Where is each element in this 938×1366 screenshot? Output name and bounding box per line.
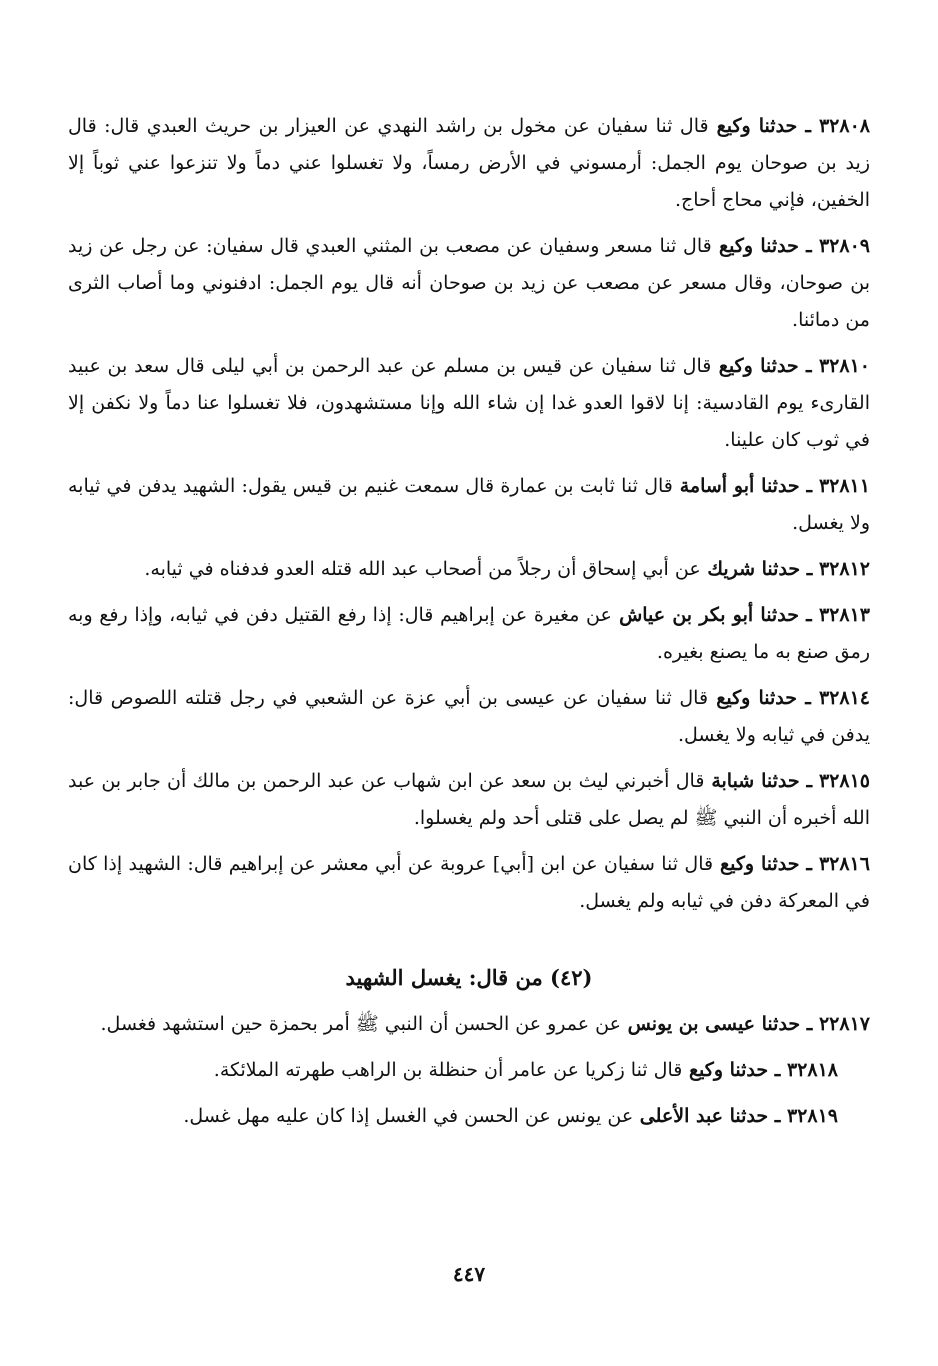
hadith-intro: ـ حدثنا أبو أسامة [679, 475, 813, 497]
hadith-intro: ـ حدثنا وكيع [716, 115, 811, 137]
hadith-entry-32819 [68, 1098, 870, 1135]
hadith-entry-32810 [68, 348, 870, 459]
hadith-number: ٣٢٨١٩ [786, 1105, 838, 1127]
hadith-intro: ـ حدثنا أبو بكر بن عياش [619, 604, 812, 626]
hadith-entry-22817 [68, 1006, 870, 1043]
hadith-number: ٣٢٨٠٨ [818, 115, 870, 137]
page-content [68, 108, 870, 1144]
hadith-entry-32808 [68, 108, 870, 219]
hadith-number: ٣٢٨١٣ [818, 604, 870, 626]
hadith-intro: ـ حدثنا شريك [707, 558, 813, 580]
hadith-number: ٢٢٨١٧ [818, 1013, 870, 1035]
hadith-entry-32814 [68, 680, 870, 754]
hadith-entry-32811 [68, 468, 870, 542]
section-heading: (٤٢) من قال: يغسل الشهيد [345, 965, 593, 990]
hadith-intro: ـ حدثنا عبد الأعلى [639, 1105, 781, 1127]
hadith-number: ٣٢٨١٠ [818, 355, 870, 377]
hadith-entry-32816 [68, 846, 870, 920]
hadith-text: قال ثنا سفيان عن مخول بن راشد النهدي عن العيزار بن حريث العبدي قال: قال زيد بن صوحان يوم الجمل: أرمسوني في الأرض رمساً، ولا تغسلوا عني دماً ولا تنزعوا عني ثوباً إلا الخفين، فإني محاج أحاج. [68, 115, 870, 211]
page-number: ٤٤٧ [452, 1262, 486, 1286]
hadith-text: قال ثنا مسعر وسفيان عن مصعب بن المثني العبدي قال سفيان: عن رجل عن زيد بن صوحان، وقال مسعر عن مصعب عن زيد بن صوحان أنه قال يوم الجمل: ادفنوني وما أصاب الثرى من دمائنا. [68, 235, 870, 331]
hadith-number: ٣٢٨٠٩ [818, 235, 870, 257]
hadith-number: ٣٢٨١٤ [818, 687, 870, 709]
hadith-text: عن عمرو عن الحسن أن النبي ﷺ أمر بحمزة حين استشهد فغسل. [100, 1013, 621, 1035]
hadith-number: ٣٢٨١٥ [818, 770, 870, 792]
hadith-entry-32818 [68, 1052, 870, 1089]
hadith-text: قال ثنا سفيان عن ابن [أبي] عروبة عن أبي معشر عن إبراهيم قال: الشهيد إذا كان في المعركة دفن في ثيابه ولم يغسل. [68, 853, 870, 912]
hadith-text: عن مغيرة عن إبراهيم قال: إذا رفع القتيل دفن في ثيابه، وإذا رفع وبه رمق صنع به ما يصنع بغيره. [68, 604, 870, 663]
hadith-intro: ـ حدثنا وكيع [718, 355, 812, 377]
hadith-intro: ـ حدثنا وكيع [688, 1059, 781, 1081]
hadith-entry-32809 [68, 228, 870, 339]
hadith-entry-32813 [68, 597, 870, 671]
hadith-intro: ـ حدثنا وكيع [718, 235, 812, 257]
hadith-entry-32812 [68, 551, 870, 588]
hadith-number: ٣٢٨١٢ [818, 558, 870, 580]
hadith-number: ٣٢٨١٨ [786, 1059, 838, 1081]
hadith-text: عن يونس عن الحسن في الغسل إذا كان عليه مهل غسل. [183, 1105, 634, 1127]
hadith-entry-32815 [68, 763, 870, 837]
hadith-text: قال ثنا سفيان عن عيسى بن أبي عزة عن الشعبي في رجل قتلته اللصوص قال: يدفن في ثيابه ولا يغسل. [68, 687, 870, 746]
hadith-intro: ـ حدثنا وكيع [716, 687, 811, 709]
hadith-text: قال ثنا زكريا عن عامر أن حنظلة بن الراهب طهرته الملائكة. [213, 1059, 683, 1081]
hadith-text: قال أخبرني ليث بن سعد عن ابن شهاب عن عبد الرحمن بن مالك أن جابر بن عبد الله أخبره أن النبي ﷺ لم يصل على قتلى أحد ولم يغسلوا. [68, 770, 870, 829]
hadith-intro: ـ حدثنا وكيع [720, 853, 813, 875]
hadith-intro: ـ حدثنا عيسى بن يونس [627, 1013, 813, 1035]
hadith-text: قال ثنا ثابت بن عمارة قال سمعت غنيم بن قيس يقول: الشهيد يدفن في ثيابه ولا يغسل. [68, 475, 870, 534]
hadith-text: عن أبي إسحاق أن رجلاً من أصحاب عبد الله قتله العدو فدفناه في ثيابه. [144, 558, 701, 580]
hadith-number: ٣٢٨١١ [818, 475, 870, 497]
hadith-intro: ـ حدثنا شبابة [711, 770, 813, 792]
hadith-text: قال ثنا سفيان عن قيس بن مسلم عن عبد الرحمن بن أبي ليلى قال سعد بن عبيد القارىء يوم القادسية: إنا لاقوا العدو غدا إن شاء الله وإنا مستشهدون، فلا تغسلوا عنا دماً ولا نكفن إلا في ثوب كان علينا. [68, 355, 870, 451]
hadith-number: ٣٢٨١٦ [818, 853, 870, 875]
